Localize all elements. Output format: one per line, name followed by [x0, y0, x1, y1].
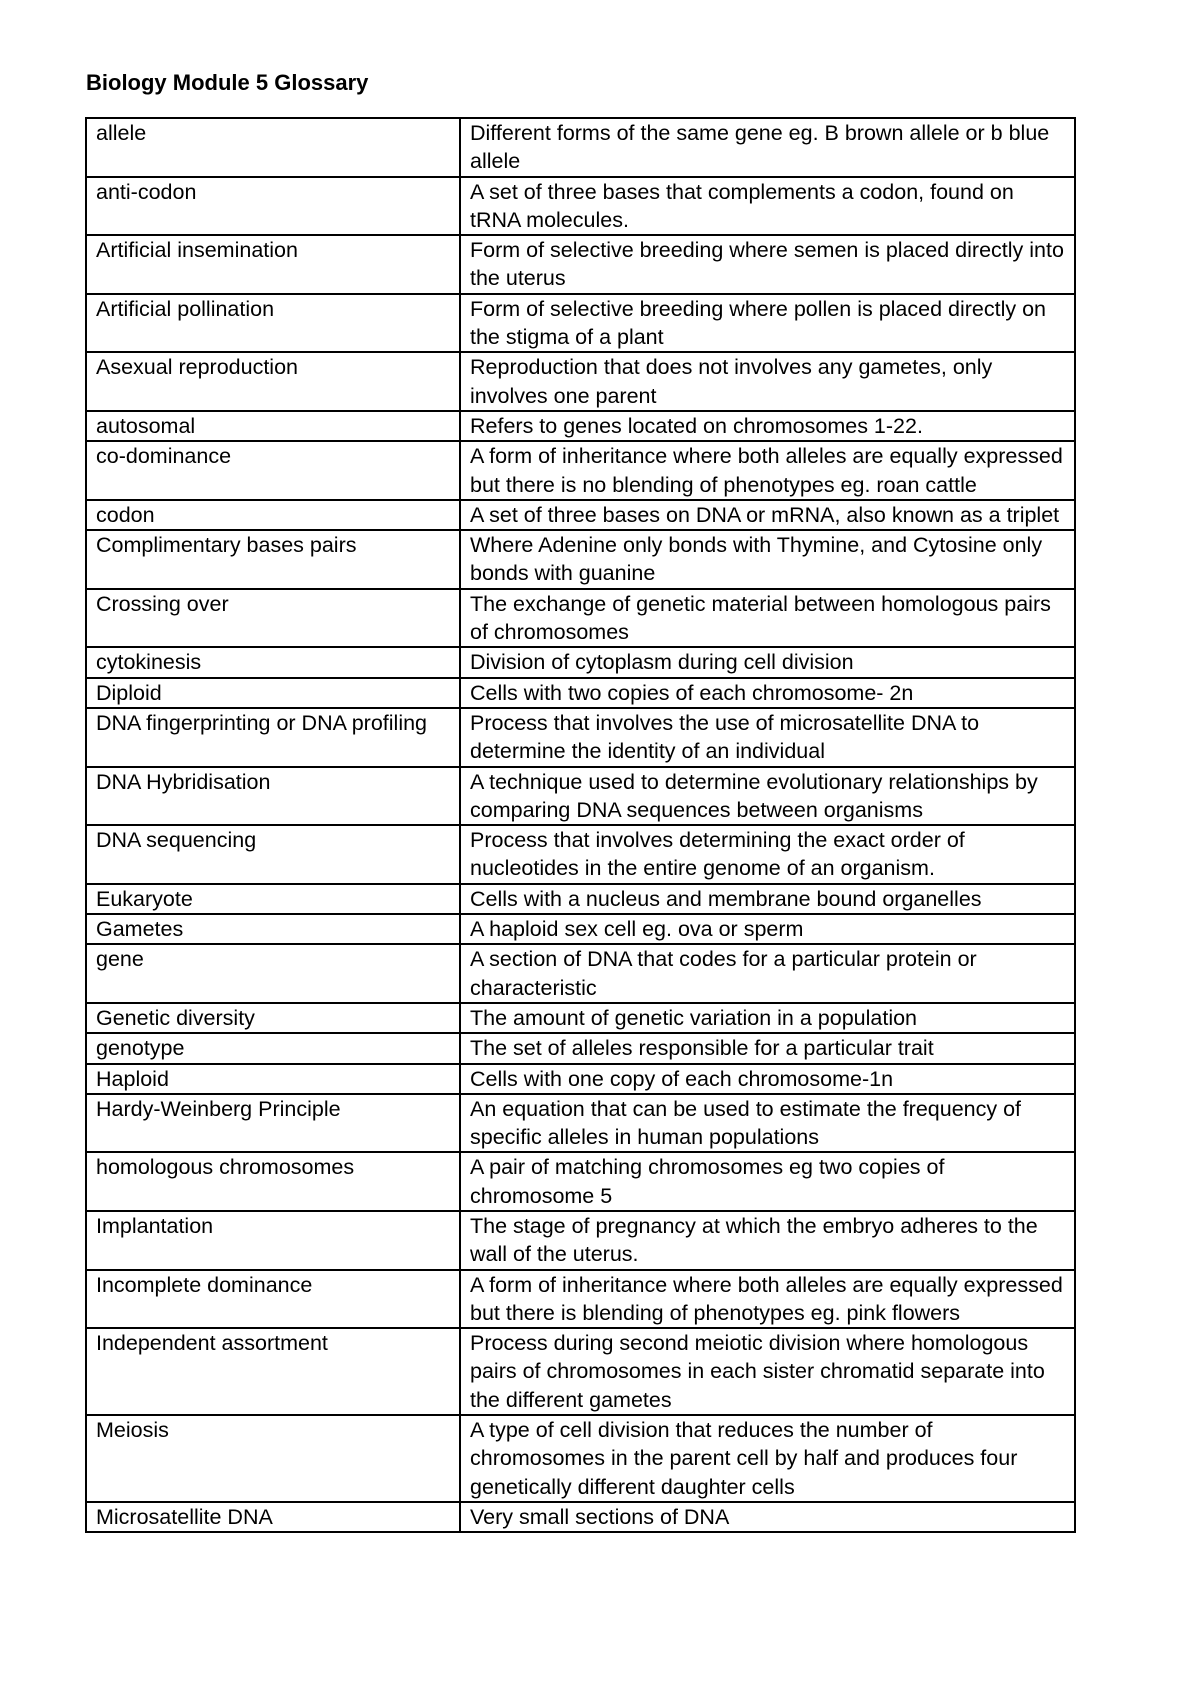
glossary-term: DNA fingerprinting or DNA profiling — [86, 708, 460, 767]
table-row — [86, 1003, 1075, 1033]
glossary-term: Meiosis — [86, 1415, 460, 1502]
table-row — [86, 708, 1075, 767]
glossary-term: Eukaryote — [86, 884, 460, 914]
table-row — [86, 411, 1075, 441]
table-row — [86, 118, 1075, 177]
glossary-term: Incomplete dominance — [86, 1270, 460, 1329]
glossary-term: Haploid — [86, 1064, 460, 1094]
glossary-term: Hardy-Weinberg Principle — [86, 1094, 460, 1153]
glossary-definition: A type of cell division that reduces the number of chromosomes in the parent cell by half and produces four genetically different daughter cells — [460, 1415, 1075, 1502]
page-title: Biology Module 5 Glossary — [86, 70, 369, 95]
glossary-definition: Where Adenine only bonds with Thymine, and Cytosine only bonds with guanine — [460, 530, 1075, 589]
glossary-definition: A set of three bases on DNA or mRNA, also known as a triplet — [460, 500, 1075, 530]
glossary-body — [86, 118, 1075, 1532]
glossary-definition: Different forms of the same gene eg. B brown allele or b blue allele — [460, 118, 1075, 177]
table-row — [86, 1152, 1075, 1211]
table-row — [86, 294, 1075, 353]
table-row — [86, 589, 1075, 648]
glossary-definition: A form of inheritance where both alleles are equally expressed but there is blending of phenotypes eg. pink flowers — [460, 1270, 1075, 1329]
glossary-definition: Form of selective breeding where semen is placed directly into the uterus — [460, 235, 1075, 294]
glossary-term: Complimentary bases pairs — [86, 530, 460, 589]
glossary-definition: Form of selective breeding where pollen is placed directly on the stigma of a plant — [460, 294, 1075, 353]
glossary-term: Crossing over — [86, 589, 460, 648]
glossary-definition: The amount of genetic variation in a population — [460, 1003, 1075, 1033]
table-row — [86, 1211, 1075, 1270]
glossary-term: Artificial pollination — [86, 294, 460, 353]
table-row — [86, 177, 1075, 236]
glossary-term: anti-codon — [86, 177, 460, 236]
table-row — [86, 678, 1075, 708]
glossary-definition: Very small sections of DNA — [460, 1502, 1075, 1532]
glossary-term: genotype — [86, 1033, 460, 1063]
glossary-term: Diploid — [86, 678, 460, 708]
table-row — [86, 944, 1075, 1003]
table-row — [86, 1270, 1075, 1329]
glossary-term: gene — [86, 944, 460, 1003]
table-row — [86, 647, 1075, 677]
glossary-definition: The stage of pregnancy at which the embryo adheres to the wall of the uterus. — [460, 1211, 1075, 1270]
table-row — [86, 1415, 1075, 1502]
glossary-term: Artificial insemination — [86, 235, 460, 294]
glossary-definition: Cells with two copies of each chromosome- 2n — [460, 678, 1075, 708]
glossary-definition: The set of alleles responsible for a particular trait — [460, 1033, 1075, 1063]
glossary-term: Independent assortment — [86, 1328, 460, 1415]
table-row — [86, 352, 1075, 411]
glossary-definition: An equation that can be used to estimate the frequency of specific alleles in human populations — [460, 1094, 1075, 1153]
table-row — [86, 530, 1075, 589]
glossary-term: Gametes — [86, 914, 460, 944]
table-row — [86, 914, 1075, 944]
table-row — [86, 1064, 1075, 1094]
glossary-term: homologous chromosomes — [86, 1152, 460, 1211]
glossary-definition: Refers to genes located on chromosomes 1-22. — [460, 411, 1075, 441]
glossary-term: Asexual reproduction — [86, 352, 460, 411]
table-row — [86, 884, 1075, 914]
glossary-term: DNA sequencing — [86, 825, 460, 884]
table-row — [86, 767, 1075, 826]
glossary-definition: Process during second meiotic division where homologous pairs of chromosomes in each sister chromatid separate into the different gametes — [460, 1328, 1075, 1415]
glossary-definition: The exchange of genetic material between homologous pairs of chromosomes — [460, 589, 1075, 648]
glossary-definition: A form of inheritance where both alleles are equally expressed but there is no blending of phenotypes eg. roan cattle — [460, 441, 1075, 500]
table-row — [86, 1328, 1075, 1415]
table-row — [86, 500, 1075, 530]
glossary-term: Genetic diversity — [86, 1003, 460, 1033]
table-row — [86, 1502, 1075, 1532]
glossary-definition: A haploid sex cell eg. ova or sperm — [460, 914, 1075, 944]
glossary-term: co-dominance — [86, 441, 460, 500]
glossary-definition: A set of three bases that complements a codon, found on tRNA molecules. — [460, 177, 1075, 236]
table-row — [86, 235, 1075, 294]
table-row — [86, 825, 1075, 884]
glossary-table — [85, 117, 1076, 1533]
glossary-definition: Process that involves the use of microsatellite DNA to determine the identity of an individual — [460, 708, 1075, 767]
glossary-definition: A pair of matching chromosomes eg two copies of chromosome 5 — [460, 1152, 1075, 1211]
glossary-term: allele — [86, 118, 460, 177]
glossary-term: autosomal — [86, 411, 460, 441]
glossary-definition: Process that involves determining the exact order of nucleotides in the entire genome of an organism. — [460, 825, 1075, 884]
glossary-definition: Division of cytoplasm during cell division — [460, 647, 1075, 677]
glossary-definition: Cells with a nucleus and membrane bound organelles — [460, 884, 1075, 914]
glossary-term: DNA Hybridisation — [86, 767, 460, 826]
glossary-definition: A technique used to determine evolutionary relationships by comparing DNA sequences between organisms — [460, 767, 1075, 826]
table-row — [86, 441, 1075, 500]
table-row — [86, 1094, 1075, 1153]
glossary-term: codon — [86, 500, 460, 530]
glossary-term: cytokinesis — [86, 647, 460, 677]
glossary-definition: Cells with one copy of each chromosome-1n — [460, 1064, 1075, 1094]
glossary-definition: A section of DNA that codes for a particular protein or characteristic — [460, 944, 1075, 1003]
glossary-term: Microsatellite DNA — [86, 1502, 460, 1532]
glossary-term: Implantation — [86, 1211, 460, 1270]
table-row — [86, 1033, 1075, 1063]
glossary-definition: Reproduction that does not involves any gametes, only involves one parent — [460, 352, 1075, 411]
